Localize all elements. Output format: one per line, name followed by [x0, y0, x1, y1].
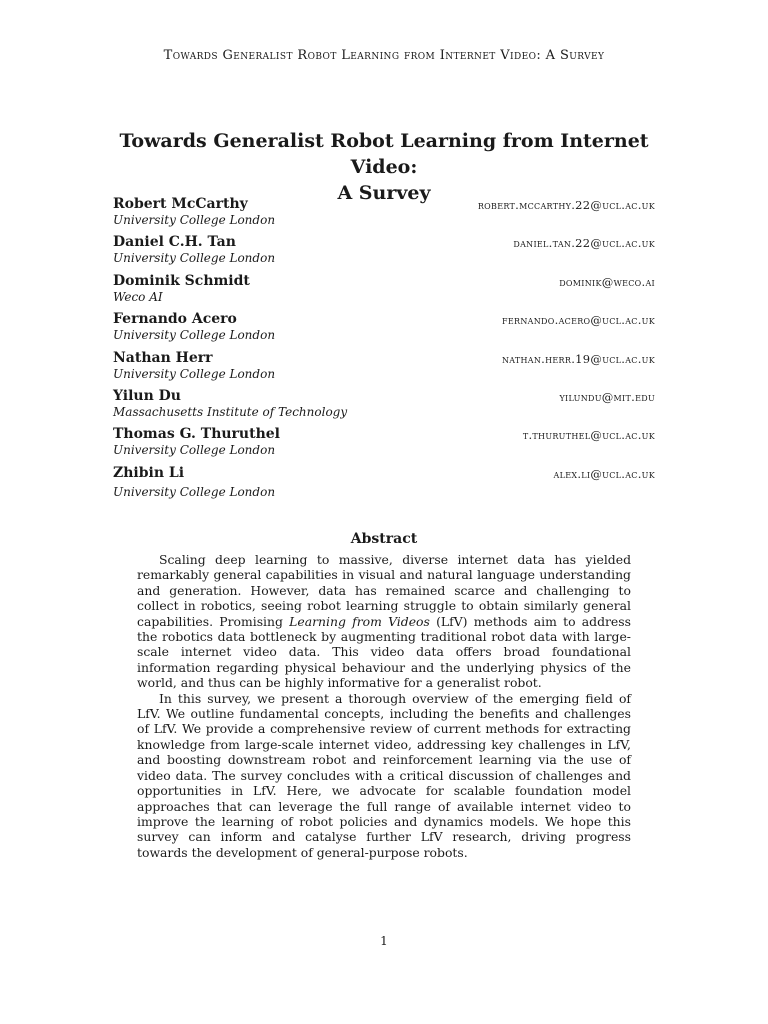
author-email: fernando.acero@ucl.ac.uk: [502, 313, 655, 328]
author-name: Yilun Du: [113, 387, 181, 404]
author-affiliation: University College London: [113, 484, 276, 499]
author-entry: [113, 350, 655, 388]
author-list: [113, 196, 655, 505]
author-affiliation: University College London: [113, 213, 276, 227]
author-affiliation: Weco AI: [113, 289, 163, 304]
author-name: Zhibin Li: [113, 464, 185, 481]
abstract-paragraph: In this survey, we present a thorough overview of the emerging field of LfV. We outline fundamental concepts, including the benefits and challenges of LfV. We provide a comprehensive review of current methods for extracting knowledge from large-scale internet video, addressing key challenges in LfV, and boosting downstream robot and reinforcement learning via the use of video data. The survey concludes with a critical discussion of challenges and opportunities in LfV. Here, we advocate for scalable foundation model approaches that can leverage the full range of available internet video to improve the learning of robot policies and dynamics models. We hope this survey can inform and catalyse further LfV research, driving progress towards the development of general-purpose robots.: [137, 690, 631, 860]
author-name: Dominik Schmidt: [113, 272, 250, 289]
author-entry: [113, 273, 655, 311]
author-email: t.thuruthel@ucl.ac.uk: [522, 428, 655, 443]
abstract-text: (LfV) methods aim to address the robotics data bottleneck by augmenting traditional robot data with large-scale internet video data. This video data offers broad foundational information regarding physical behaviour and the underlying physics of the world, and thus can be highly informative for a generalist robot.: [137, 613, 631, 691]
author-email: nathan.herr.19@ucl.ac.uk: [501, 351, 655, 366]
author-affiliation: University College London: [113, 443, 276, 458]
author-entry: [113, 196, 655, 234]
author-name: Fernando Acero: [113, 311, 237, 328]
abstract-paragraph: [137, 552, 631, 691]
author-entry: [113, 311, 655, 349]
author-name: Daniel C.H. Tan: [113, 234, 236, 251]
author-entry: [113, 426, 655, 464]
abstract-heading: Abstract: [350, 531, 418, 547]
author-email: robert.mccarthy.22@ucl.ac.uk: [477, 198, 655, 212]
author-name: Robert McCarthy: [113, 196, 248, 212]
author-entry: [113, 465, 655, 505]
author-affiliation: University College London: [113, 251, 276, 266]
abstract-body: [137, 552, 631, 860]
title-line-1: Towards Generalist Robot Learning from Internet Video:: [119, 130, 649, 178]
author-email: dominik@weco.ai: [559, 274, 655, 289]
author-email: yilundu@mit.edu: [559, 389, 655, 404]
author-name: Thomas G. Thuruthel: [113, 426, 280, 443]
paper-title: [90, 128, 678, 206]
author-affiliation: Massachusetts Institute of Technology: [113, 404, 348, 419]
author-entry: [113, 234, 655, 272]
abstract-emphasis: Learning from Videos: [289, 613, 430, 629]
author-affiliation: University College London: [113, 366, 276, 381]
page-number: 1: [380, 934, 388, 948]
title-line-2: A Survey: [337, 182, 431, 204]
author-entry: [113, 388, 655, 426]
abstract-text: Scaling deep learning to massive, diverse internet data has yielded remarkably general capabilities in visual and natural language understanding and generation. However, data has remained scarce and challenging to collect in robotics, seeing robot learning struggle to obtain similarly general capabilities. Promising: [137, 552, 631, 629]
author-email: alex.li@ucl.ac.uk: [553, 466, 655, 481]
author-name: Nathan Herr: [113, 349, 213, 366]
running-head: Towards Generalist Robot Learning from Internet Video: A Survey: [163, 48, 605, 63]
author-affiliation: University College London: [113, 328, 276, 343]
author-email: daniel.tan.22@ucl.ac.uk: [513, 236, 655, 251]
